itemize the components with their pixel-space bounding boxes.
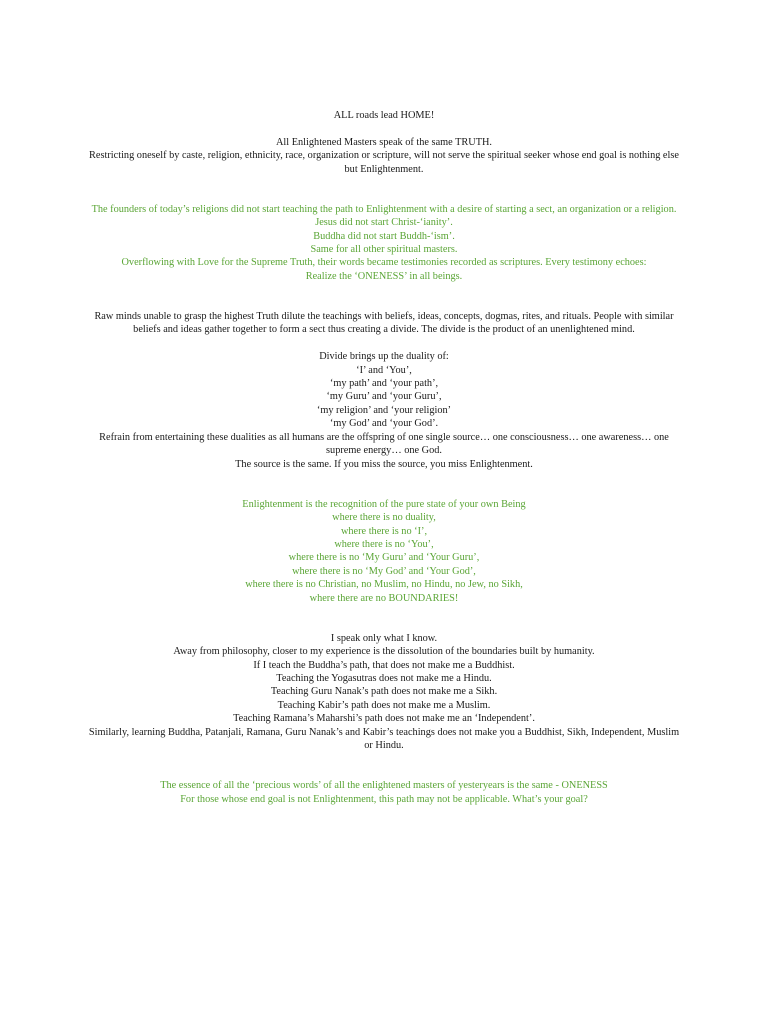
speak-section (88, 632, 680, 753)
enlightenment-line: where there is no ‘My Guru’ and ‘Your Guru’, (288, 552, 480, 564)
duality-pair: ‘my path’ and ‘your path’, (329, 378, 439, 390)
essence-line: The essence of all the ‘precious words’ of all the enlightened masters of yesteryears is the same - ONENESS (160, 780, 608, 792)
duality-pair: ‘my God’ and ‘your God’. (329, 418, 439, 430)
intro-paragraph: Restricting oneself by caste, religion, ethnicity, race, organization or scripture, will not serve the spiritual seeker whose end goal is nothing else but Enlightenment. (89, 150, 679, 175)
speak-line: Teaching the Yogasutras does not make me a Hindu. (276, 672, 492, 684)
duality-pair: ‘I’ and ‘You’, (356, 364, 412, 376)
speak-line: I speak only what I know. (330, 632, 438, 644)
enlightenment-line: where there is no duality, (332, 512, 436, 524)
enlightenment-line: where there is no ‘I’, (340, 525, 428, 537)
raw-minds-paragraph: Raw minds unable to grasp the highest Truth dilute the teachings with beliefs, ideas, concepts, dogmas, rites, and rituals. People with similar beliefs and ideas gather together to form a sect thus creating a divide. The divide is the product of an unenlightened mind. (94, 311, 674, 336)
enlightenment-section (88, 498, 680, 605)
jesus-line: Jesus did not start Christ-‘ianity’. (315, 217, 453, 229)
document-page (88, 109, 680, 806)
enlightenment-line: where there are no BOUNDARIES! (309, 592, 459, 604)
speak-line: Teaching Ramana’s Maharshi’s path does not make me an ‘Independent’. (233, 713, 535, 725)
overflow-line: Overflowing with Love for the Supreme Truth, their words became testimonies recorded as scriptures. Every testimony echoes: (121, 257, 647, 269)
duality-pair: ‘my religion’ and ‘your religion’ (316, 404, 452, 416)
enlightenment-line: Enlightenment is the recognition of the pure state of your own Being (242, 498, 526, 510)
buddha-line: Buddha did not start Buddh-‘ism’. (313, 230, 455, 242)
realize-line: Realize the ‘ONENESS’ in all beings. (305, 270, 463, 282)
goal-line: For those whose end goal is not Enlightenment, this path may not be applicable. What’s your goal? (180, 793, 588, 805)
closing-section (88, 779, 680, 806)
divide-intro: Divide brings up the duality of: (319, 351, 449, 363)
founders-section (88, 203, 680, 283)
document-title: ALL roads lead HOME! (333, 110, 435, 121)
refrain-paragraph: Refrain from entertaining these dualities as all humans are the offspring of one single source… one consciousness… one awareness… one supreme energy… one God. (99, 431, 669, 457)
divide-section (88, 350, 680, 471)
enlightenment-line: where there is no Christian, no Muslim, no Hindu, no Jew, no Sikh, (245, 579, 523, 591)
speak-line: If I teach the Buddha’s path, that does not make me a Buddhist. (253, 659, 515, 671)
speak-line: Teaching Guru Nanak’s path does not make me a Sikh. (270, 686, 498, 698)
enlightenment-line: where there is no ‘My God’ and ‘Your God’, (292, 565, 476, 577)
speak-line: Away from philosophy, closer to my experience is the dissolution of the boundaries built by humanity. (173, 646, 595, 658)
speak-line: Teaching Kabir’s path does not make me a Muslim. (277, 699, 491, 711)
similarly-paragraph: Similarly, learning Buddha, Patanjali, Ramana, Guru Nanak’s and Kabir’s teachings does not make you a Buddhist, Sikh, Independent, Muslim or Hindu. (88, 726, 680, 751)
enlightenment-line: where there is no ‘You’, (334, 538, 434, 550)
intro-line: All Enlightened Masters speak of the same TRUTH. (276, 136, 492, 148)
founders-paragraph: The founders of today’s religions did not start teaching the path to Enlightenment with a desire of starting a sect, an organization or a religion. (91, 203, 677, 215)
duality-pair: ‘my Guru’ and ‘your Guru’, (326, 391, 442, 403)
source-line: The source is the same. If you miss the source, you miss Enlightenment. (235, 458, 533, 470)
same-line: Same for all other spiritual masters. (310, 244, 458, 256)
